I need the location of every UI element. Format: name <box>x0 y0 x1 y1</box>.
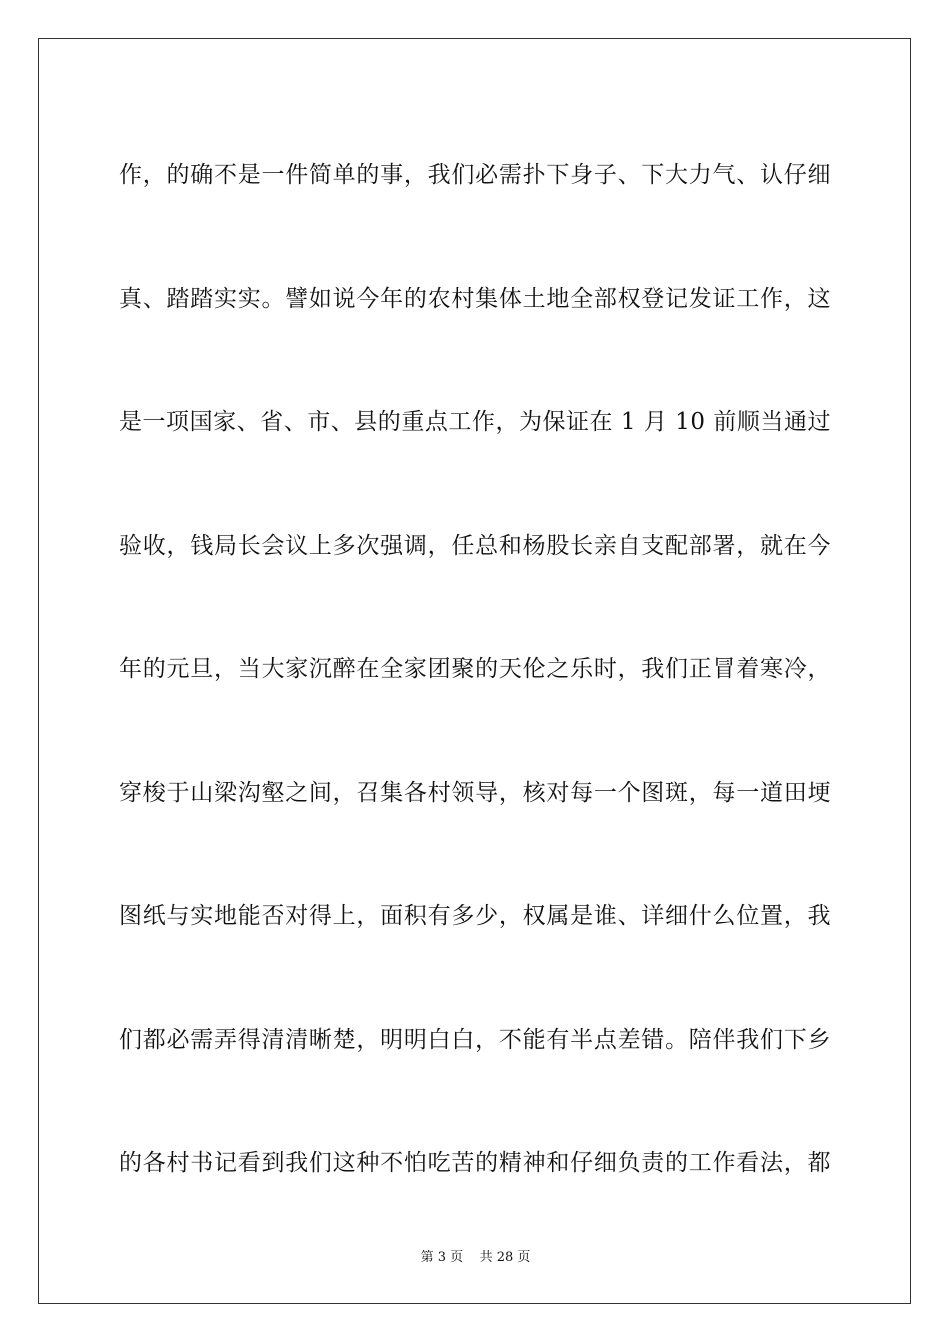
text-line: 穿梭于山梁沟壑之间，召集各村领导，核对每一个图斑，每一道田埂 <box>119 779 831 806</box>
text-line: 的各村书记看到我们这种不怕吃苦的精神和仔细负责的工作看法，都 <box>119 1150 831 1176</box>
page-frame <box>38 38 911 1304</box>
text-line: 们都必需弄得清清晰楚，明明白白，不能有半点差错。陪伴我们下乡 <box>119 1026 831 1053</box>
text-line: 作，的确不是一件简单的事，我们必需扑下身子、下大力气、认仔细 <box>119 162 831 188</box>
text-line: 年的元旦，当大家沉醉在全家团聚的天伦之乐时，我们正冒着寒冷， <box>119 656 831 682</box>
text-line: 是一项国家、省、市、县的重点工作，为保证在 1 月 10 前顺当通过 <box>119 409 831 435</box>
text-line: 验收，钱局长会议上多次强调，任总和杨股长亲自支配部署，就在今 <box>119 532 831 559</box>
text-line: 图纸与实地能否对得上，面积有多少，权属是谁、详细什么位置，我 <box>119 903 831 929</box>
page-number-footer: 第 3 页 共 28 页 <box>420 1250 531 1265</box>
text-line: 真、踏踏实实。譬如说今年的农村集体土地全部权登记发证工作，这 <box>119 285 831 312</box>
body-text <box>119 151 831 1263</box>
